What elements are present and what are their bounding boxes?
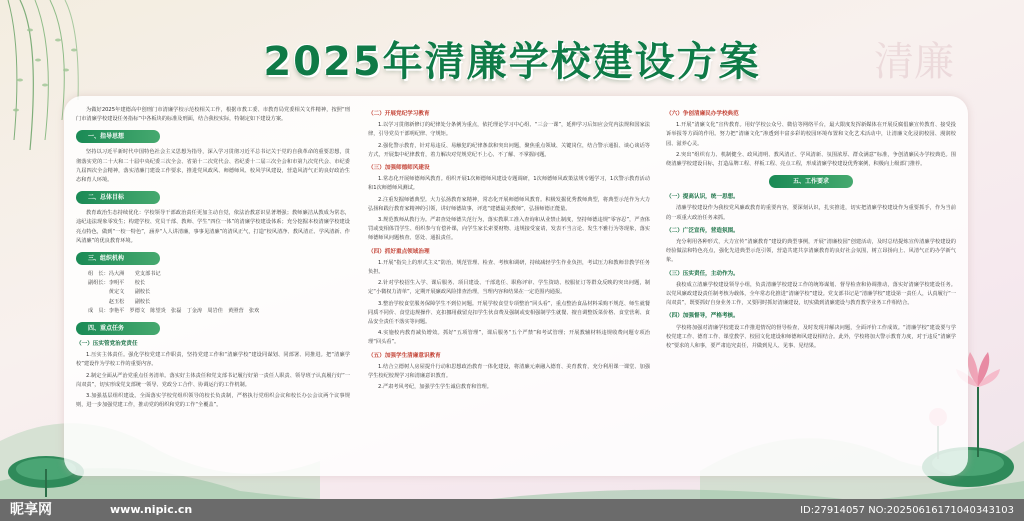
subheading-discipline: （二）开展党纪学习教育 (368, 111, 430, 117)
watermark-logo: 昵享网 (10, 502, 52, 518)
governance-paragraph: 4.实施校内教育减负增效。抓好“五项管理”，课后服务“五个严禁”和考试管理；开展教辅材料违规收费问题专项治理“回头看”。 (368, 330, 650, 346)
section-heading-requirements: 五、工作要求 (769, 175, 853, 188)
requirement-paragraph: 充分利用各种形式，大力宣传“清廉教育”建设的典型事例，开展“清廉校园”创建活动，及时总结提炼宣传清廉学校建设的经验做法和特色亮点，强化先进典型示范引领，营造共建共享清廉教育的良好社会氛围，树立昂扬向上、风清气正的办学新气象。 (666, 239, 956, 264)
section-heading-tasks: 四、重点任务 (76, 322, 160, 335)
column-middle (368, 106, 650, 394)
ethics-paragraph: 2.注重发掘师德典型。大力弘扬教育家精神，常态化开展师德师风教育。积极发掘优秀教师典型，将典型示范作为大力弘扬和践行教育家精神的引领，讲好师德故事，评选“建德最美教师”，弘扬师德正能量。 (368, 196, 650, 212)
watermark-url[interactable]: www.nipic.cn (110, 503, 193, 516)
discipline-paragraph: 2.强化警示教育，针对易违反、易触犯的纪律条款和突出问题，聚焦重点领域、关键岗位，结合警示通报、谈心谈话等方式，开展集中纪律教育，着力解决对党规党纪不上心、不了解、不掌握问题。 (368, 142, 650, 158)
guiding-text: 坚持以习近平新时代中国特色社会主义思想为指导，深入学习贯彻习近平总书记关于党的自我革命的重要思想，贯彻落实党的二十大和二十届中央纪委三次全会、省第十二次党代会、省纪委十二届三次全会和市第九次党代会、市纪委九届四次全会精神，落实清廉门建设工作要求，推进党风政风、师德师风、校风学风建设，营造风清气正的良好政治生态和育人环境。 (76, 149, 350, 184)
goals-text: 教育政治生态持续优化：学校领导干部政治责任更加主动自觉，依法治教意识显著增强；教师廉洁从教成为常态，违纪违法现象零发生；构建学校、党员干部、教师、学生“四位一体”的清廉学校建设体系；充分挖掘本校清廉学校建设亮点特色，做到“一校一特色”，涵养“人人讲清廉，事事见清廉”的清风正气，打造“校风清净、教风清正、学风清新、作风清廉”的优良教育环境。 (76, 210, 350, 244)
task-paragraph: 1.压实主体责任。强化学校党建工作职责，坚持党建工作和“清廉学校”建设同谋划、同部署、同推进。把“清廉学校”建设作为学校工作的重要内容。 (76, 352, 350, 368)
watermark-id: ID:27914057 NO:20250616171040343103 (800, 505, 1014, 516)
org-line: 组 长：冯大洲 党支部书记 (88, 271, 161, 278)
ethics-paragraph: 3.规范教师从教行为。严肃查处师德失范行为，落实教职工准入查询和从业禁止制度，坚持师德违规“零容忍”，严查体罚或变相体罚学生、组织参与有偿补课，向学生家长索要财物、违规接受宴请，发表不当言论、发生不雅行为等现象，落实师德师风问题核查、惩处、通报责任。 (368, 217, 650, 242)
org-line: 黄定文 副校长 (88, 289, 151, 296)
discipline-paragraph: 1.以学习贯彻新修订的纪律处分条例为重点，依托理论学习中心组、“三会一课”，延伸学习后知应会党内法规和国家法律，引导党员干部明纪律、守规矩。 (368, 122, 650, 138)
subheading-responsibility: （一）压实管党治党责任 (76, 341, 138, 348)
task-paragraph: 2.制定全面从严治党重点任务清单。落实好主体责任和党支部书记履行好第一责任人职责、领导班子认真履行好“一岗双责”，切实形成党支部统一领导、党政分工合作、协调运行的工作机制。 (76, 372, 350, 388)
section-heading-guiding: 一、指导思想 (76, 130, 160, 143)
org-line: 副组长：李明平 校长 (88, 280, 146, 287)
section-heading-goals: 二、总体目标 (76, 191, 160, 204)
governance-paragraph: 3.整治学校食堂服务保障学生不到位问题。开展学校食堂专项整治“回头看”，重点整治食品材料采购不规范、师生就餐同质不同价、食堂违规操作、克扣挪用截留克扣学生伙食费及强制或变相强制学生就餐、擅自调整饭菜价格、食堂营利、食品安全责任不落实等问题。 (368, 300, 650, 326)
subheading-requirement: （二）广泛宣传，营造氛围。 (666, 227, 739, 234)
organization-list (76, 270, 350, 316)
requirement-paragraph: 我校成立清廉学校建设领导小组，负责清廉学校建设工作的统筹谋划、督导检查和协调推动，落实好清廉学校建设任务。以党风廉政建设责任制考核为载体，全年常态化推进“清廉学校”建设。党支部书记是“清廉学校”建设第一责任人，认真履行“一岗双责”，既要抓好自身业务工作，又要同时抓好清廉建设，切实做到清廉建设与教育教学业务工作相结合。 (666, 281, 956, 307)
calligraphy-decoration: 清廉 (874, 39, 954, 85)
student-paragraph: 1.结合立德树人房屋提升行动和思想政治教育一体化建设，将清廉元素融入德育、美育教育，充分利用课一课堂、加强学生校纪校规学习和清廉意识教育。 (368, 363, 650, 380)
subheading-governance: （四）抓好重点领域治理 (368, 248, 430, 255)
governance-paragraph: 1.开展“指尖上的形式主义”防治，规范管理、检查、考核和调研，持续减轻学生作业负担，考试压力和教师非教学任务负担。 (368, 259, 650, 276)
subheading-requirement: （三）压实责任，主动作为。 (666, 270, 739, 277)
model-paragraph: 2.突出“组织有力、机制健全、政风清明、教风清正、学风清新、氛围浓厚、群众满意”标准，争创清廉民办学校典范。围绕清廉学校建设目标，打造品牌工程、样板工程、亮点工程，形成清廉学校建设优秀案例，积极向上级部门推荐。 (666, 151, 956, 168)
task-paragraph: 3.加强基层组织建设。全面落实学校党组织领导的校长负责制，严格执行党组织会议和校长办公会议两个议事规则，进一步加强党建工作，推动党的组织和党的工作“全覆盖”。 (76, 393, 350, 409)
subheading-student-education: （五）加强学生清廉意识教育 (368, 352, 441, 359)
section-heading-organization: 三、组织机构 (76, 252, 160, 265)
subheading-ethics: （三）加强师德师风建设 (368, 165, 430, 172)
governance-paragraph: 2.针对学校招生入学、课后服务、项目建设、干部选任、职称评审、学生资助、校服征订等群众反映的突出问题，制定“小微权力清单”，定期开展廉政风险排查治理，当理内容和结果在一定范围内通报。 (368, 280, 650, 296)
requirement-paragraph: 清廉学校建设作为我校党风廉政教育的重要内容，要深刻认识，扎实推进，切实把清廉学校建设作为重要抓手，作为当前的一项重大政治任务来抓。 (666, 205, 956, 221)
intro-paragraph: 为做好2025年建德高中创刑门市清廉学校示范校相关工作，根据市教工委、市教育局党委相关文件精神，按照“刑门市清廉学校建设任务指标”中各板块的标准及刑面，结合我校实际，特制定如下建设方案。 (76, 107, 350, 123)
student-paragraph: 2.严肃考风考纪，加强学生学生诚信教育和管理。 (378, 384, 492, 391)
requirement-paragraph: 学校将加强对清廉学校建设工作推进情况的督导检查，及时发现并解决问题，全面评价工作成效。“清廉学校”建设要与学校党建工作、德育工作、课堂教学、校园文化建设和师德师风建设相结合。此外，学校将加大警示教育力度，对于违反“清廉学校”要求的人和事，要严肃追究责任，并做到见人、见事、见结果。 (666, 324, 956, 350)
org-line: 赵玉松 副校长 (88, 298, 151, 305)
column-right (666, 106, 956, 353)
subheading-requirement: （四）加强督导，严格考核。 (666, 313, 739, 320)
column-left (76, 106, 350, 412)
model-paragraph: 1.开展“清廉文化”宣传教育。用好学校公众号、微信等网络平台，最大限度发挥新媒体在开展反腐倡廉宣传教育、接受投诉举报等方面的作用。努力把“清廉文化”渗透到丰富多彩的校园环境布置和文化艺术活动中，让清廉文化浸润校园、漫润校园、滋养心灵。 (666, 122, 956, 147)
page-title: 2025年清廉学校建设方案 (263, 39, 761, 85)
subheading-requirement: （一）提高认识，统一思想。 (666, 194, 739, 201)
subheading-model-school: （六）争创清廉民办学校典范 (666, 111, 739, 117)
org-line: 成 员：李艳平 罗德文 陈望炎 张磊 丁金涛 周岩佳 黄照营 张欢 (88, 307, 260, 314)
ethics-paragraph: 1.常态化开展师德师风教育。组织开展1次师德师风建设专题调研，1次师德师风政策法规专题学习，1次警示教育活动和1次师德师风测试。 (368, 176, 650, 192)
